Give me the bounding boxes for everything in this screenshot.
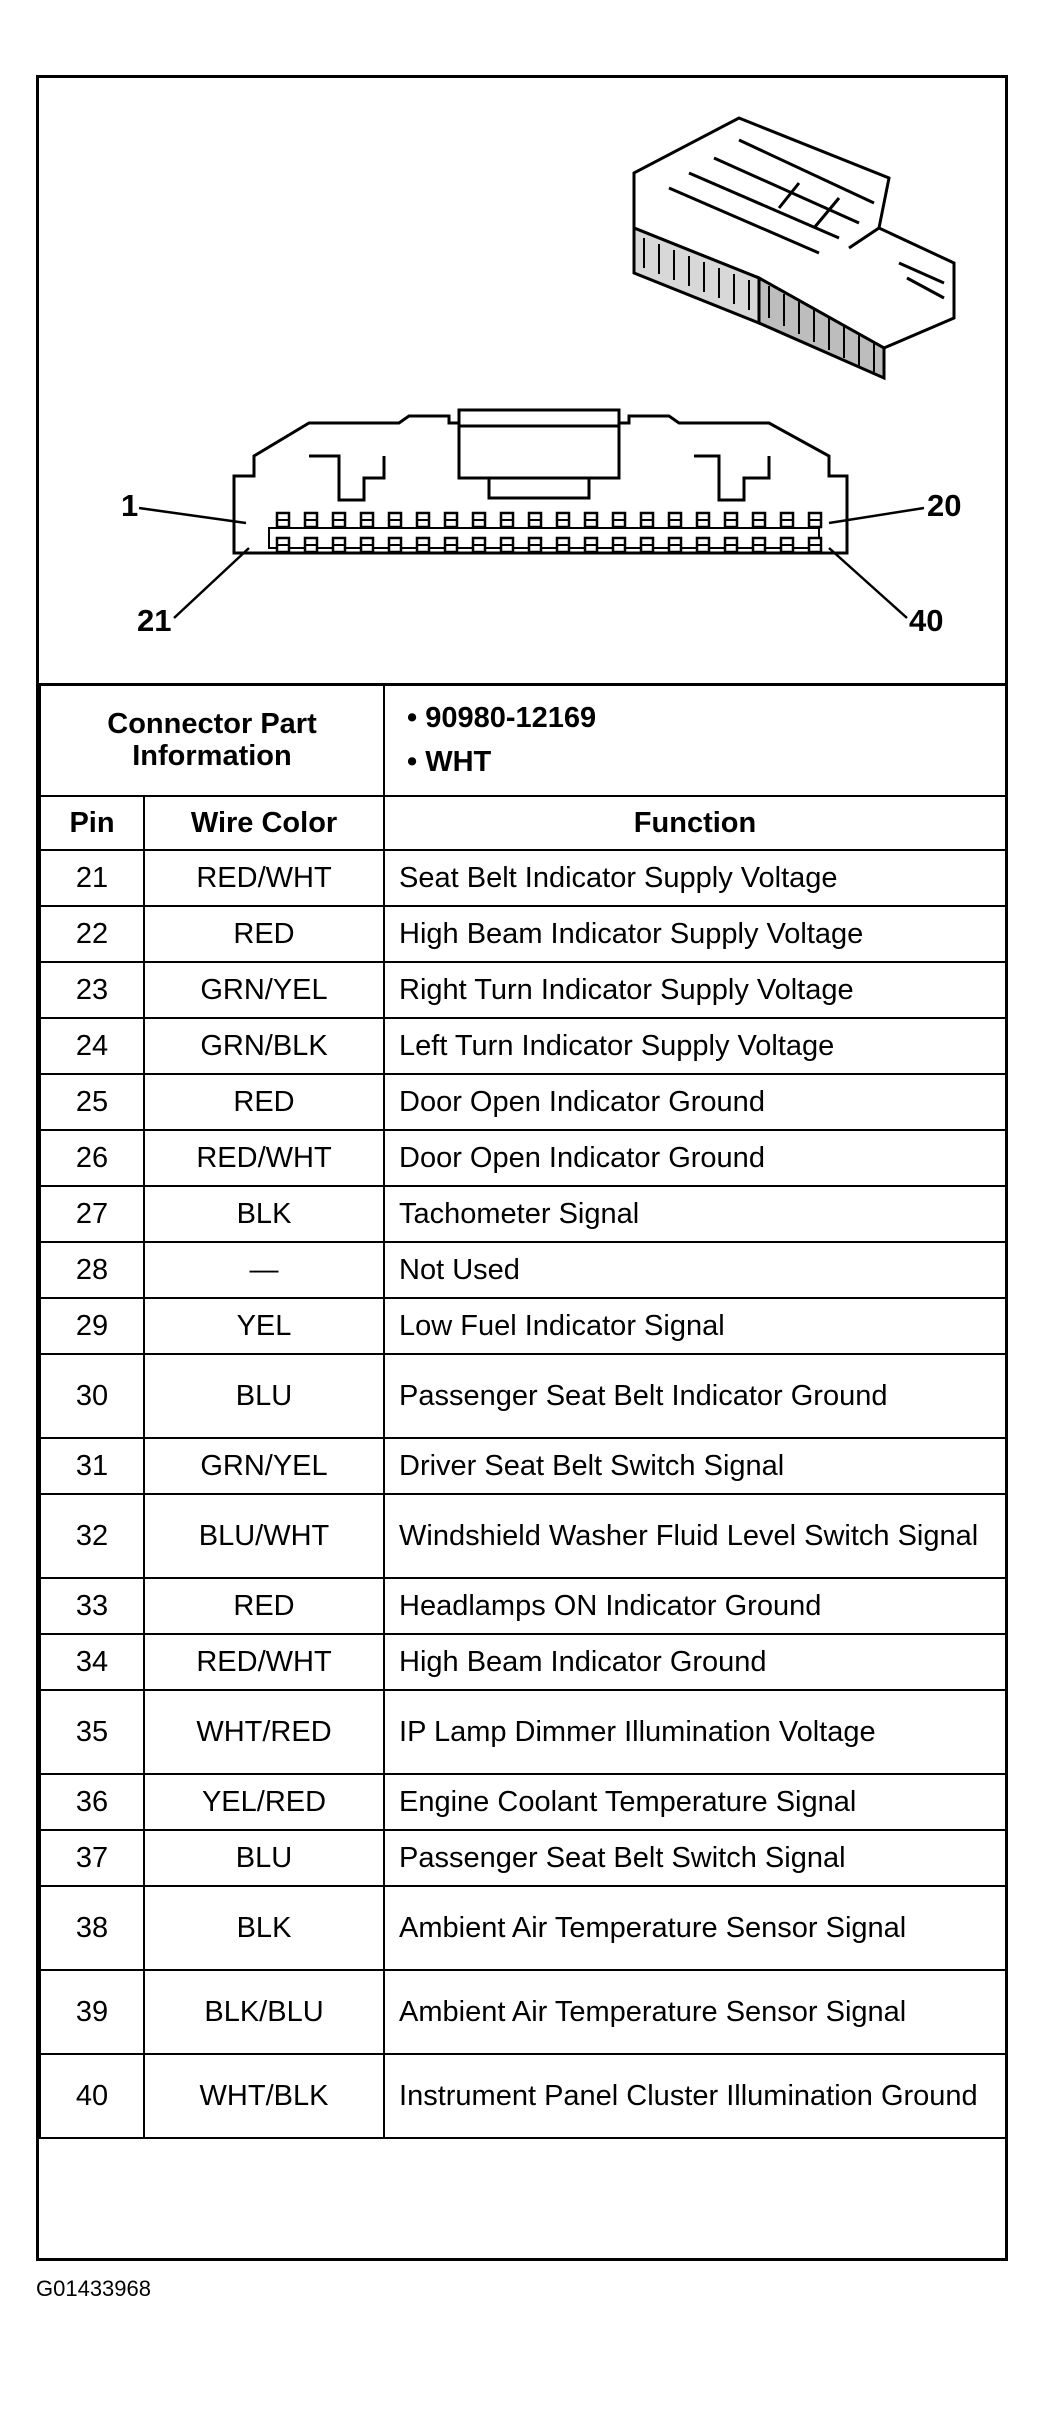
pin-label-20: 20 bbox=[927, 488, 962, 523]
wire-color-cell: YEL bbox=[144, 1298, 384, 1354]
table-row bbox=[40, 1970, 1006, 2054]
figure-id: G01433968 bbox=[36, 2276, 151, 2301]
function-cell: Passenger Seat Belt Switch Signal bbox=[384, 1830, 1006, 1886]
wire-color-cell: RED/WHT bbox=[144, 850, 384, 906]
pin-cell: 39 bbox=[40, 1970, 144, 2054]
function-cell: Low Fuel Indicator Signal bbox=[384, 1298, 1006, 1354]
wire-color-cell: RED bbox=[144, 906, 384, 962]
wire-color-cell: BLU bbox=[144, 1354, 384, 1438]
pin-cell: 34 bbox=[40, 1634, 144, 1690]
wire-color-cell: GRN/YEL bbox=[144, 962, 384, 1018]
pin-cell: 24 bbox=[40, 1018, 144, 1074]
wire-color-cell: BLU bbox=[144, 1830, 384, 1886]
wire-color-cell: RED/WHT bbox=[144, 1130, 384, 1186]
wire-color-cell: RED bbox=[144, 1074, 384, 1130]
connector-info-values bbox=[384, 684, 1006, 796]
connector-diagram bbox=[39, 78, 1005, 686]
function-cell: Instrument Panel Cluster Illumination Ground bbox=[384, 2054, 1006, 2138]
function-cell: Ambient Air Temperature Sensor Signal bbox=[384, 1886, 1006, 1970]
table-row bbox=[40, 962, 1006, 1018]
wire-color-cell: WHT/BLK bbox=[144, 2054, 384, 2138]
table-row bbox=[40, 1130, 1006, 1186]
function-cell: Not Used bbox=[384, 1242, 1006, 1298]
header-wire-color: Wire Color bbox=[144, 796, 384, 850]
table-row bbox=[40, 1186, 1006, 1242]
wire-color-cell: GRN/YEL bbox=[144, 1438, 384, 1494]
connector-face bbox=[234, 410, 847, 553]
pin-cell: 23 bbox=[40, 962, 144, 1018]
table-row bbox=[40, 1354, 1006, 1438]
function-cell: High Beam Indicator Ground bbox=[384, 1634, 1006, 1690]
table-row bbox=[40, 1578, 1006, 1634]
pin-cell: 22 bbox=[40, 906, 144, 962]
wire-color-cell: WHT/RED bbox=[144, 1690, 384, 1774]
table-row bbox=[40, 1774, 1006, 1830]
function-cell: IP Lamp Dimmer Illumination Voltage bbox=[384, 1690, 1006, 1774]
table-row bbox=[40, 1886, 1006, 1970]
connector-color: • WHT bbox=[407, 746, 492, 778]
function-cell: Door Open Indicator Ground bbox=[384, 1130, 1006, 1186]
function-cell: Headlamps ON Indicator Ground bbox=[384, 1578, 1006, 1634]
function-cell: High Beam Indicator Supply Voltage bbox=[384, 906, 1006, 962]
pin-cell: 31 bbox=[40, 1438, 144, 1494]
function-cell: Tachometer Signal bbox=[384, 1186, 1006, 1242]
connector-info-row bbox=[40, 684, 1006, 796]
function-cell: Right Turn Indicator Supply Voltage bbox=[384, 962, 1006, 1018]
function-cell: Engine Coolant Temperature Signal bbox=[384, 1774, 1006, 1830]
function-cell: Door Open Indicator Ground bbox=[384, 1074, 1006, 1130]
wire-color-cell: GRN/BLK bbox=[144, 1018, 384, 1074]
table-row bbox=[40, 850, 1006, 906]
function-cell: Driver Seat Belt Switch Signal bbox=[384, 1438, 1006, 1494]
table-row bbox=[40, 1242, 1006, 1298]
header-function: Function bbox=[384, 796, 1006, 850]
pin-cell: 30 bbox=[40, 1354, 144, 1438]
function-cell: Ambient Air Temperature Sensor Signal bbox=[384, 1970, 1006, 2054]
pin-cell: 38 bbox=[40, 1886, 144, 1970]
function-cell: Seat Belt Indicator Supply Voltage bbox=[384, 850, 1006, 906]
pin-cell: 21 bbox=[40, 850, 144, 906]
table-row bbox=[40, 2054, 1006, 2138]
pin-cell: 36 bbox=[40, 1774, 144, 1830]
table-row bbox=[40, 1634, 1006, 1690]
pin-cell: 26 bbox=[40, 1130, 144, 1186]
wire-color-cell: BLK bbox=[144, 1186, 384, 1242]
wire-color-cell: RED/WHT bbox=[144, 1634, 384, 1690]
wire-color-cell: RED bbox=[144, 1578, 384, 1634]
function-cell: Left Turn Indicator Supply Voltage bbox=[384, 1018, 1006, 1074]
pin-cell: 28 bbox=[40, 1242, 144, 1298]
pin-cell: 25 bbox=[40, 1074, 144, 1130]
wire-color-cell: — bbox=[144, 1242, 384, 1298]
table-row bbox=[40, 1298, 1006, 1354]
table-row bbox=[40, 1690, 1006, 1774]
table-row bbox=[40, 1018, 1006, 1074]
pin-cell: 32 bbox=[40, 1494, 144, 1578]
wire-color-cell: YEL/RED bbox=[144, 1774, 384, 1830]
connector-part-number: • 90980-12169 bbox=[407, 702, 597, 734]
table-row bbox=[40, 1494, 1006, 1578]
pin-cell: 33 bbox=[40, 1578, 144, 1634]
table-row bbox=[40, 1074, 1006, 1130]
connector-info-label: Connector Part Information bbox=[40, 684, 384, 796]
pin-cell: 35 bbox=[40, 1690, 144, 1774]
header-pin: Pin bbox=[40, 796, 144, 850]
wire-color-cell: BLK bbox=[144, 1886, 384, 1970]
pin-label-1: 1 bbox=[121, 488, 139, 523]
pin-cell: 37 bbox=[40, 1830, 144, 1886]
table-header-row bbox=[40, 796, 1006, 850]
wire-color-cell: BLU/WHT bbox=[144, 1494, 384, 1578]
pin-cell: 27 bbox=[40, 1186, 144, 1242]
table-row bbox=[40, 1438, 1006, 1494]
pin-cell: 40 bbox=[40, 2054, 144, 2138]
pin-label-40: 40 bbox=[909, 603, 944, 638]
pin-cell: 29 bbox=[40, 1298, 144, 1354]
connector-3d-illustration bbox=[634, 118, 954, 378]
table-row bbox=[40, 1830, 1006, 1886]
pinout-table bbox=[39, 683, 1007, 2139]
table-row bbox=[40, 906, 1006, 962]
function-cell: Passenger Seat Belt Indicator Ground bbox=[384, 1354, 1006, 1438]
wire-color-cell: BLK/BLU bbox=[144, 1970, 384, 2054]
connector-sheet bbox=[36, 75, 1008, 2261]
pin-label-21: 21 bbox=[137, 603, 172, 638]
connector-drawing bbox=[39, 78, 1005, 683]
function-cell: Windshield Washer Fluid Level Switch Signal bbox=[384, 1494, 1006, 1578]
